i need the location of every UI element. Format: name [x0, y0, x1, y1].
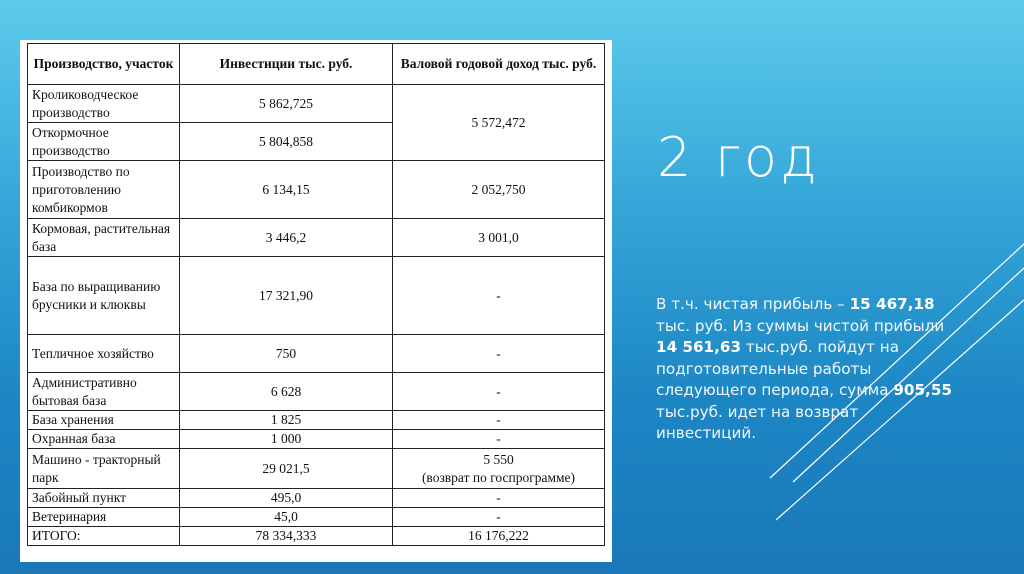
net-profit-value: 15 467,18 — [849, 295, 935, 313]
cell-name: Охранная база — [28, 430, 180, 449]
cell-name: Административно бытовая база — [28, 373, 180, 411]
income-note: (возврат по госпрограмме) — [421, 469, 576, 485]
cell-name: Кормовая, растительная база — [28, 219, 180, 257]
profit-share-value: 14 561,63 — [656, 338, 742, 356]
cell-investment: 6 628 — [180, 373, 393, 411]
slide-body-text — [656, 294, 956, 445]
investment-table-panel — [20, 40, 612, 562]
cell-investment: 6 134,15 — [180, 161, 393, 219]
table-row — [28, 219, 605, 257]
cell-investment: 1 825 — [180, 411, 393, 430]
table-row — [28, 373, 605, 411]
cell-income: 2 052,750 — [393, 161, 605, 219]
cell-income: - — [393, 335, 605, 373]
cell-income: - — [393, 257, 605, 335]
text-part-1: В т.ч. чистая прибыль – — [656, 295, 850, 313]
cell-name: Тепличное хозяйство — [28, 335, 180, 373]
cell-name: ИТОГО: — [28, 527, 180, 546]
cell-investment: 1 000 — [180, 430, 393, 449]
text-part-4: тыс.руб. идет на возврат инвестиций. — [656, 402, 859, 442]
table-row — [28, 257, 605, 335]
cell-income: - — [393, 373, 605, 411]
cell-income: - — [393, 411, 605, 430]
table-header-row — [28, 44, 605, 85]
cell-name: Кролиководческое производство — [28, 85, 180, 123]
slide-title: 2 год — [657, 126, 820, 189]
cell-name: Откормочное производство — [28, 123, 180, 161]
cell-income: 5 572,472 — [393, 85, 605, 161]
cell-investment: 29 021,5 — [180, 449, 393, 489]
cell-investment: 17 321,90 — [180, 257, 393, 335]
investment-table — [27, 43, 605, 546]
header-investment: Инвестиции тыс. руб. — [180, 44, 393, 85]
table-row — [28, 489, 605, 508]
cell-income — [393, 449, 605, 489]
table-row-total — [28, 527, 605, 546]
cell-investment: 495,0 — [180, 489, 393, 508]
cell-investment: 750 — [180, 335, 393, 373]
cell-income: - — [393, 489, 605, 508]
table-row — [28, 430, 605, 449]
cell-income: - — [393, 508, 605, 527]
table-row — [28, 161, 605, 219]
cell-name: База по выращиванию брусники и клюквы — [28, 257, 180, 335]
cell-investment: 78 334,333 — [180, 527, 393, 546]
cell-income: 3 001,0 — [393, 219, 605, 257]
text-part-3: тыс.руб. пойдут на подготовительные работы следующего периода, сумма — [656, 338, 900, 399]
text-part-2: тыс. руб. Из суммы чистой прибыли — [656, 316, 945, 335]
cell-investment: 5 804,858 — [180, 123, 393, 161]
table-row — [28, 411, 605, 430]
cell-name: Производство по приготовлению комбикормов — [28, 161, 180, 219]
return-value: 905,55 — [893, 381, 952, 399]
cell-income: 16 176,222 — [393, 527, 605, 546]
header-income: Валовой годовой доход тыс. руб. — [393, 44, 605, 85]
cell-name: Машино - тракторный парк — [28, 449, 180, 489]
income-value: 5 550 — [483, 451, 514, 467]
cell-name: Ветеринария — [28, 508, 180, 527]
cell-investment: 45,0 — [180, 508, 393, 527]
header-production: Производство, участок — [28, 44, 180, 85]
table-row — [28, 85, 605, 123]
cell-name: База хранения — [28, 411, 180, 430]
table-row — [28, 508, 605, 527]
table-row — [28, 335, 605, 373]
cell-investment: 3 446,2 — [180, 219, 393, 257]
cell-name: Забойный пункт — [28, 489, 180, 508]
cell-income: - — [393, 430, 605, 449]
table-row — [28, 449, 605, 489]
cell-investment: 5 862,725 — [180, 85, 393, 123]
